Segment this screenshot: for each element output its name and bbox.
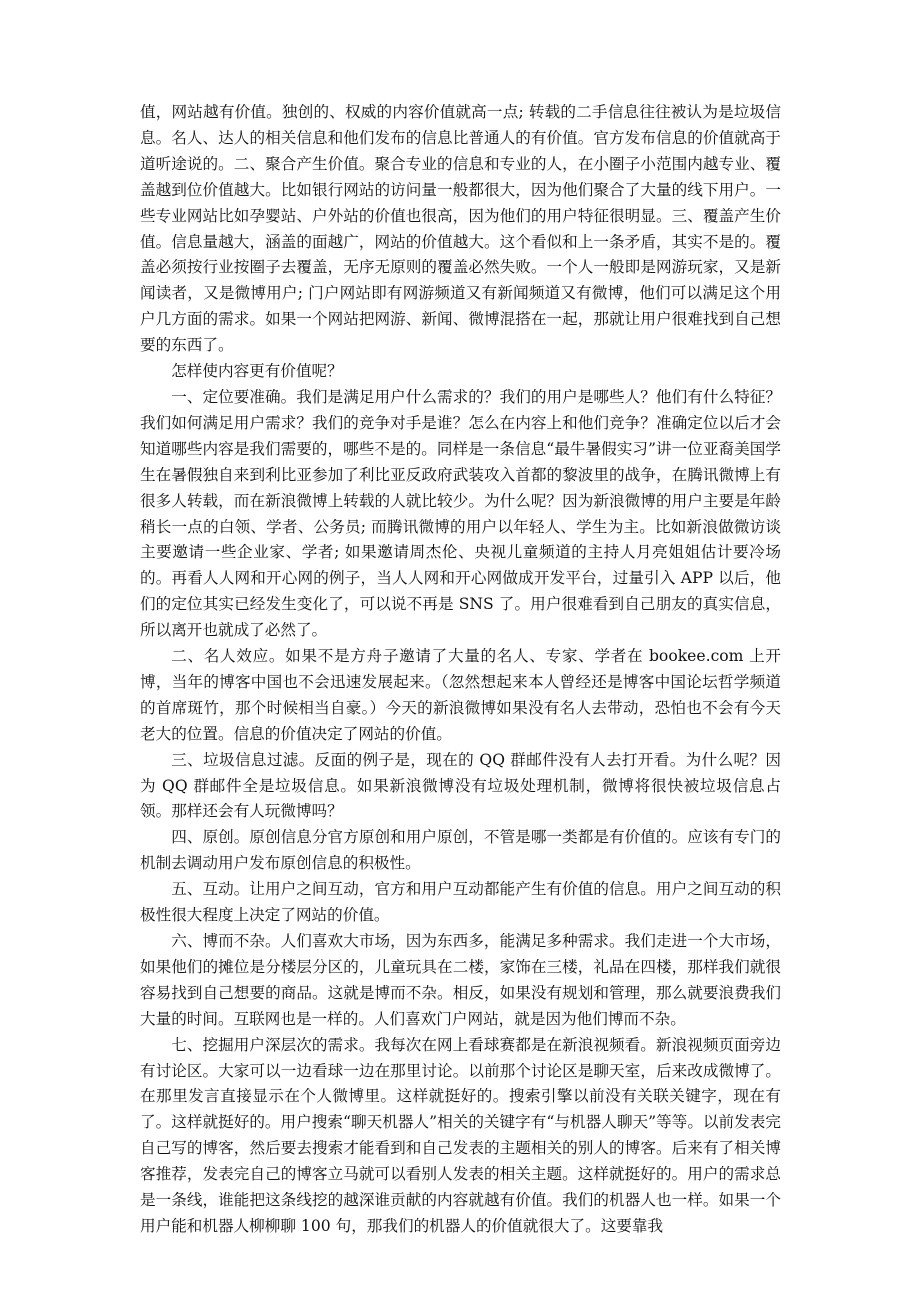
paragraph-spam-filtering: 三、垃圾信息过滤。反面的例子是，现在的 QQ 群邮件没有人去打开看。为什么呢？因为 QQ 群邮件全是垃圾信息。如果新浪微博没有垃圾处理机制，微博将很快被垃圾信息占领。那样还会有人玩微博吗？ xyxy=(140,750,781,821)
paragraph-celebrity-effect: 二、名人效应。如果不是方舟子邀请了大量的名人、专家、学者在 bookee.com 上开博，当年的博客中国也不会迅速发展起来。（忽然想起来本人曾经还是博客中国论坛哲学频道的首席斑竹，那个时候相当自豪。）今天的新浪微博如果没有名人去带动，恐怕也不会有今天老大的位置。信息的价值决定了网站的价值。 xyxy=(140,647,781,743)
paragraph-broad-not-messy: 六、博而不杂。人们喜欢大市场，因为东西多，能满足多种需求。我们走进一个大市场，如果他们的摊位是分楼层分区的，儿童玩具在二楼，家饰在三楼，礼品在四楼，那样我们就很容易找到自己想要的商品。这就是博而不杂。相反，如果没有规划和管理，那么就要浪费我们大量的时间。互联网也是一样的。人们喜欢门户网站，就是因为他们博而不杂。 xyxy=(140,932,781,1028)
paragraph-interaction: 五、互动。让用户之间互动，官方和用户互动都能产生有价值的信息。用户之间互动的积极性很大程度上决定了网站的价值。 xyxy=(140,880,781,925)
document-page xyxy=(140,100,781,1240)
paragraph-question: 怎样使内容更有价值呢？ xyxy=(171,362,343,381)
paragraph-deep-needs: 七、挖掘用户深层次的需求。我每次在网上看球赛都是在新浪视频看。新浪视频页面旁边有讨论区。大家可以一边看球一边在那里讨论。以前那个讨论区是聊天室，后来改成微博了。在那里发言直接显示在个人微博里。这样就挺好的。搜索引擎以前没有关联关键字，现在有了。这样就挺好的。用户搜索“聊天机器人”相关的关键字有“与机器人聊天”等等。以前发表完自己写的博客，然后要去搜索才能看到和自己发表的主题相关的别人的博客。后来有了相关博客推荐，发表完自己的博客立马就可以看别人发表的相关主题。这样就挺好的。用户的需求总是一条线，谁能把这条线挖的越深谁贡献的内容就越有价值。我们的机器人也一样。如果一个用户能和机器人柳柳聊 100 句，那我们的机器人的价值就很大了。这要靠我 xyxy=(140,1035,781,1235)
paragraph-positioning: 一、定位要准确。我们是满足用户什么需求的？我们的用户是哪些人？他们有什么特征？我们如何满足用户需求？我们的竞争对手是谁？怎么在内容上和他们竞争？准确定位以后才会知道哪些内容是我们需要的，哪些不是的。同样是一条信息“最牛暑假实习”讲一位亚裔美国学生在暑假独自来到利比亚参加了利比亚反政府武装攻入首都的黎波里的战争，在腾讯微博上有很多人转载，而在新浪微博上转载的人就比较少。为什么呢？因为新浪微博的用户主要是年龄稍长一点的白领、学者、公务员; 而腾讯微博的用户以年轻人、学生为主。比如新浪做微访谈主要邀请一些企业家、学者; 如果邀请周杰伦、央视儿童频道的主持人月亮姐姐估计要冷场的。再看人人网和开心网的例子，当人人网和开心网做成开发平台，过量引入 APP 以后，他们的定位其实已经发生变化了，可以说不再是 SNS 了。用户很难看到自己朋友的真实信息，所以离开也就成了必然了。 xyxy=(140,387,781,640)
paragraph-continuation: 值，网站越有价值。独创的、权威的内容价值就高一点; 转载的二手信息往往被认为是垃圾信息。名人、达人的相关信息和他们发布的信息比普通人的有价值。官方发布信息的价值就高于道听途说的。二、聚合产生价值。聚合专业的信息和专业的人，在小圈子小范围内越专业、覆盖越到位价值越大。比如银行网站的访问量一般都很大，因为他们聚合了大量的线下用户。一些专业网站比如孕婴站、户外站的价值也很高，因为他们的用户特征很明显。三、覆盖产生价值。信息量越大，涵盖的面越广，网站的价值越大。这个看似和上一条矛盾，其实不是的。覆盖必须按行业按圈子去覆盖，无序无原则的覆盖必然失败。一个人一般即是网游玩家，又是新闻读者，又是微博用户; 门户网站即有网游频道又有新闻频道又有微博，他们可以满足这个用户几方面的需求。如果一个网站把网游、新闻、微博混搭在一起，那就让用户很难找到自己想要的东西了。 xyxy=(140,103,781,355)
paragraph-original-content: 四、原创。原创信息分官方原创和用户原创，不管是哪一类都是有价值的。应该有专门的机制去调动用户发布原创信息的积极性。 xyxy=(140,828,781,873)
